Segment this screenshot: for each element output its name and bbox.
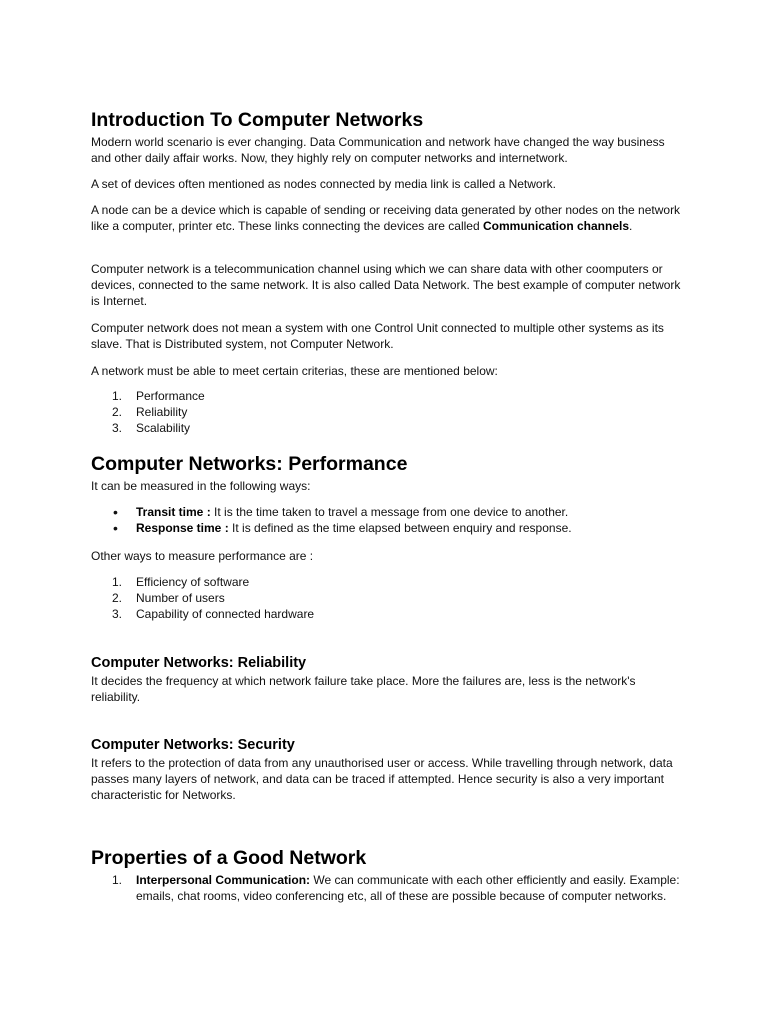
list-item: [91, 574, 681, 590]
intro-paragraph-6: A network must be able to meet certain criterias, these are mentioned below:: [91, 364, 498, 378]
criteria-list: [91, 388, 681, 436]
intro-paragraph-3: [91, 202, 681, 234]
list-number: 1.: [112, 873, 123, 887]
properties-heading: Properties of a Good Network: [91, 847, 367, 869]
list-item: [91, 504, 681, 520]
list-item-text: Performance: [136, 389, 205, 403]
performance-intro: It can be measured in the following ways:: [91, 479, 311, 493]
reliability-text: It decides the frequency at which network failure take place. More the failures are, less is the network's reliability.: [91, 674, 636, 704]
list-item-text: Number of users: [136, 591, 225, 605]
list-number: 2.: [112, 591, 123, 605]
list-item-text: It is defined as the time elapsed between enquiry and response.: [228, 521, 572, 535]
list-item-text: We can communicate with each other efficiently and easily. Example: emails, chat rooms, video conferencing etc, all of these are possible because of computer networks.: [136, 873, 680, 903]
bullet-icon: •: [113, 504, 118, 520]
security-text: It refers to the protection of data from any unauthorised user or access. While travelling through network, data passes many layers of network, and data can be traced if attempted. Hence security is also a very important characteristic for Networks.: [91, 756, 673, 802]
list-item-text: It is the time taken to travel a message from one device to another.: [210, 505, 569, 519]
list-number: 3.: [112, 421, 123, 435]
intro-paragraph-5: Computer network does not mean a system with one Control Unit connected to multiple other systems as its slave. That is Distributed system, not Computer Network.: [91, 321, 664, 351]
bullet-icon: •: [113, 520, 118, 536]
list-item: [91, 606, 681, 622]
list-number: 3.: [112, 607, 123, 621]
intro-paragraph-1: Modern world scenario is ever changing. Data Communication and network have changed the way business and other daily affair works. Now, they highly rely on computer networks and internetwork.: [91, 135, 665, 165]
reliability-heading: Computer Networks: Reliability: [91, 655, 307, 671]
list-item: [91, 420, 681, 436]
performance-other: Other ways to measure performance are :: [91, 549, 314, 563]
intro-paragraph-3-end: .: [629, 219, 633, 233]
list-item: [91, 404, 681, 420]
list-item: [91, 388, 681, 404]
security-heading: Computer Networks: Security: [91, 737, 295, 753]
list-item-text: Reliability: [136, 405, 188, 419]
list-item: [91, 872, 681, 904]
list-number: 1.: [112, 575, 123, 589]
list-number: 1.: [112, 389, 123, 403]
intro-paragraph-2: A set of devices often mentioned as nodes connected by media link is called a Network.: [91, 177, 556, 191]
intro-paragraph-4: Computer network is a telecommunication channel using which we can share data with other coomputers or devices, connected to the same network. It is also called Data Network. The best example of computer network is Internet.: [91, 262, 681, 308]
communication-channels-term: Communication channels: [483, 219, 630, 233]
interpersonal-communication-term: Interpersonal Communication:: [136, 873, 311, 887]
properties-list: [91, 872, 681, 904]
transit-time-term: Transit time :: [136, 505, 211, 519]
list-item-text: Scalability: [136, 421, 191, 435]
list-item: [91, 590, 681, 606]
performance-bullet-list: [91, 504, 681, 536]
performance-heading: Computer Networks: Performance: [91, 453, 408, 475]
intro-heading: Introduction To Computer Networks: [91, 109, 424, 131]
list-item-text: Efficiency of software: [136, 575, 250, 589]
response-time-term: Response time :: [136, 521, 229, 535]
intro-paragraph-3-text: A node can be a device which is capable of sending or receiving data generated by other nodes on the network like a computer, printer etc. These links connecting the devices are called: [91, 203, 681, 233]
performance-ways-list: [91, 574, 681, 622]
list-item: [91, 520, 681, 536]
list-item-text: Capability of connected hardware: [136, 607, 315, 621]
list-number: 2.: [112, 405, 123, 419]
